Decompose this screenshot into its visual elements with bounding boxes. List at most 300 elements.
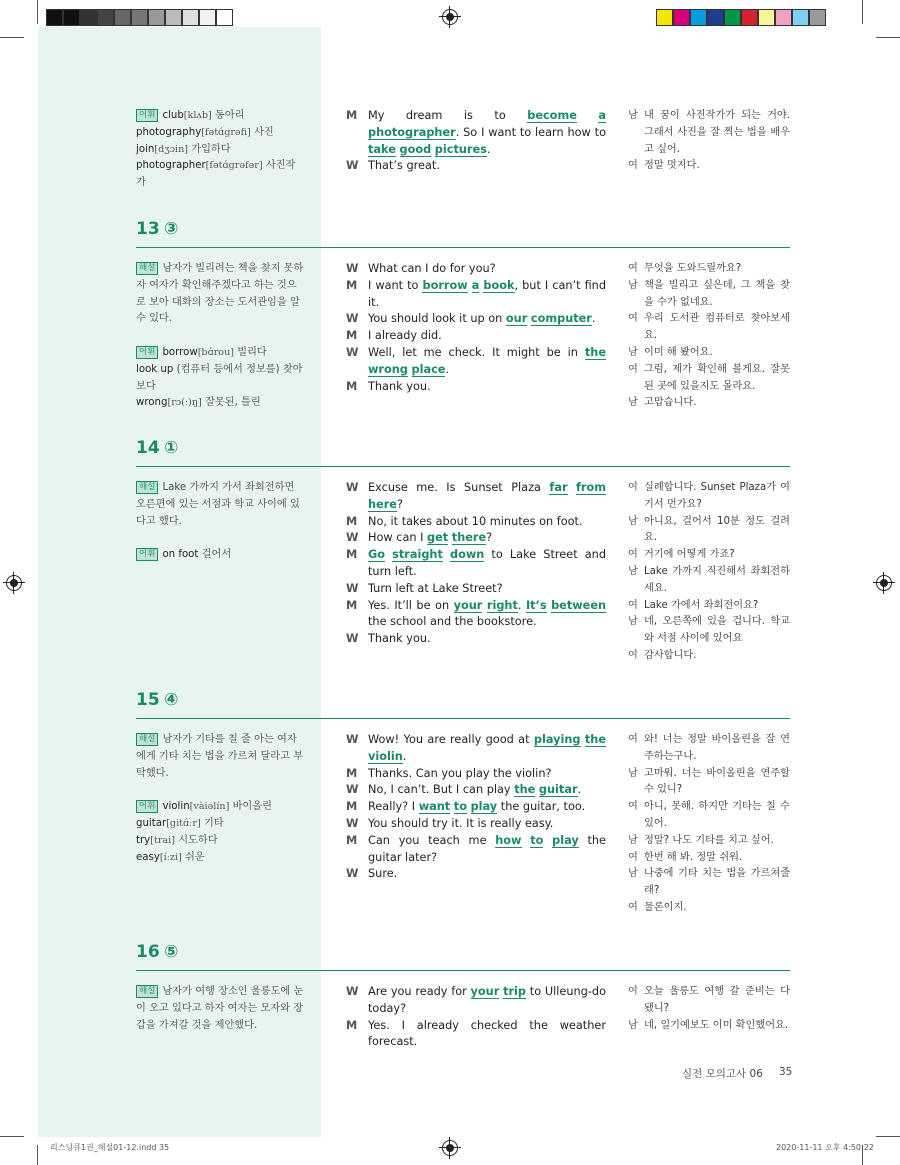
answer-choice: ⑤ bbox=[164, 942, 179, 962]
speaker-label: 여 bbox=[628, 263, 638, 274]
blank-answer: a bbox=[471, 278, 480, 292]
dialog-text: Sure. bbox=[368, 867, 398, 881]
speaker-label: W bbox=[346, 481, 359, 494]
blank-answer: the bbox=[584, 733, 606, 746]
dialog-line bbox=[346, 158, 606, 175]
speaker-label: W bbox=[346, 783, 359, 797]
speaker-label: W bbox=[346, 159, 359, 173]
dialog-line bbox=[346, 311, 606, 328]
dialog-text: I already did. bbox=[368, 329, 442, 343]
color-swatch bbox=[792, 9, 809, 26]
dialog-line bbox=[346, 799, 606, 816]
blank-answer: a bbox=[598, 109, 606, 122]
vocab-word: try bbox=[136, 834, 151, 846]
translation-line bbox=[628, 261, 790, 278]
vocab-entry bbox=[136, 362, 304, 396]
translation-column bbox=[628, 261, 790, 412]
speaker-label: M bbox=[346, 548, 358, 562]
speaker-label: 여 bbox=[628, 363, 638, 375]
spacer bbox=[136, 328, 304, 345]
blank-answer: between bbox=[551, 598, 607, 612]
gray-swatch bbox=[46, 9, 63, 26]
translation-line bbox=[628, 158, 790, 175]
speaker-label: W bbox=[346, 867, 359, 881]
vocab-meaning: 사진 bbox=[254, 126, 274, 138]
dialog-line bbox=[346, 108, 606, 158]
vocab-pronunciation: [fətɑ́grəfər] bbox=[205, 160, 263, 172]
vocab-tag: 어휘 bbox=[136, 548, 158, 561]
dialog-line bbox=[346, 866, 606, 883]
vocab-tag: 어휘 bbox=[136, 800, 158, 813]
dialog-line bbox=[346, 530, 606, 547]
blank-answer: playing bbox=[533, 733, 581, 746]
color-swatch bbox=[673, 9, 690, 26]
blank-answer: good bbox=[399, 142, 432, 156]
vocab-meaning: 걸어서 bbox=[201, 549, 232, 561]
explanation bbox=[136, 732, 304, 782]
gray-swatch bbox=[216, 9, 233, 26]
vocab-meaning: 가입하다 bbox=[191, 143, 231, 155]
translation-line bbox=[628, 984, 790, 1018]
blank-answer: our bbox=[505, 312, 528, 326]
vocab-word: photography bbox=[136, 126, 202, 138]
registration-mark-left bbox=[6, 575, 22, 591]
blank-answer: want bbox=[418, 800, 451, 814]
blank-answer: how bbox=[495, 833, 522, 847]
vocab-word: wrong bbox=[136, 397, 168, 409]
blank-answer: place bbox=[411, 362, 446, 376]
translation-line bbox=[628, 547, 790, 564]
blank-answer: photographer bbox=[368, 125, 456, 139]
notes-column bbox=[136, 732, 304, 866]
translation-line bbox=[628, 311, 790, 345]
speaker-label: W bbox=[346, 581, 359, 595]
crop-mark bbox=[876, 37, 900, 38]
vocab-meaning: 빌리다 bbox=[237, 346, 267, 358]
speaker-label: W bbox=[346, 632, 359, 646]
top-dialog bbox=[346, 108, 606, 175]
blank-answer: your bbox=[470, 985, 500, 998]
blank-answer: wrong bbox=[368, 362, 408, 376]
question-number: 13 bbox=[136, 219, 160, 239]
blank-answer: straight bbox=[392, 548, 443, 562]
color-swatch bbox=[656, 9, 673, 26]
notes-column bbox=[136, 480, 304, 564]
translation-line bbox=[628, 514, 790, 548]
spacer bbox=[136, 782, 304, 799]
vocab-pronunciation: [íːzi] bbox=[159, 851, 182, 863]
dialog-text: How can I get there? bbox=[368, 531, 493, 545]
translation-text: 무엇을 도와드릴까요? bbox=[644, 263, 742, 274]
blank-answer: there bbox=[451, 531, 487, 545]
vocab-meaning: (컴퓨터 등에서 정보를) 찾아보다 bbox=[136, 363, 303, 392]
spacer bbox=[136, 530, 304, 547]
explanation-tag: 해설 bbox=[136, 985, 158, 998]
section-header bbox=[136, 690, 790, 719]
explanation-text: 남자가 빌리려는 책을 찾지 못하자 여자가 확인해주겠다고 하는 것으로 보아 대화의 장소는 도서관임을 알 수 있다. bbox=[136, 263, 304, 325]
dialog-column bbox=[346, 480, 606, 648]
top-vocab bbox=[136, 108, 304, 192]
dialog-text: Thank you. bbox=[368, 379, 431, 393]
speaker-label: 여 bbox=[628, 801, 638, 813]
crop-mark bbox=[37, 1145, 38, 1165]
vocab-word: look up bbox=[136, 363, 174, 375]
vocab-pronunciation: [fətɑ́grəfi] bbox=[201, 126, 251, 138]
color-swatch bbox=[690, 9, 707, 26]
translation-line bbox=[628, 108, 790, 158]
blank-answer: down bbox=[450, 548, 485, 562]
dialog-text: Really? I want to play the guitar, too. bbox=[368, 800, 586, 814]
dialog-text: Turn left at Lake Street? bbox=[368, 581, 503, 595]
vocab-meaning: 사진작가 bbox=[136, 160, 296, 189]
speaker-label: 여 bbox=[628, 901, 638, 913]
dialog-text: Can you teach me how to play the guitar later? bbox=[368, 833, 607, 864]
blank-answer: to bbox=[530, 833, 544, 847]
blank-answer: the bbox=[584, 345, 606, 359]
translation-text: 오늘 울릉도 여행 갈 준비는 다 됐니? bbox=[644, 986, 790, 1014]
top-translation bbox=[628, 108, 790, 175]
dialog-text: Are you ready for your trip to Ulleung-do today? bbox=[368, 985, 607, 1015]
translation-text: Lake 가까지 직진해서 좌회전하세요. bbox=[644, 565, 790, 594]
blank-answer: play bbox=[552, 833, 579, 847]
speaker-label: W bbox=[346, 985, 359, 998]
translation-text: 네, 일기예보도 이미 확인했어요. bbox=[644, 1019, 789, 1031]
explanation-text: 남자가 여행 장소인 울릉도에 눈이 오고 있다고 하자 여자는 모자와 장갑을 가져갈 것을 제안했다. bbox=[136, 986, 304, 1031]
vocab-meaning: 동아리 bbox=[214, 110, 245, 121]
translation-line bbox=[628, 1018, 790, 1035]
print-slug-timestamp: 2020-11-11 오후 4:50:22 bbox=[776, 1143, 874, 1152]
crop-mark bbox=[37, 0, 38, 24]
color-swatch bbox=[724, 9, 741, 26]
translation-line bbox=[628, 480, 790, 514]
color-swatch bbox=[809, 9, 826, 26]
speaker-label: 여 bbox=[628, 649, 638, 661]
dialog-text: Go straight down to Lake Street and turn left. bbox=[368, 548, 606, 578]
translation-text: 책을 빌리고 싶은데, 그 책을 찾을 수가 없네요. bbox=[644, 279, 790, 308]
dialog-text: Thanks. Can you play the violin? bbox=[368, 766, 552, 780]
translation-line bbox=[628, 866, 790, 900]
translation-text: 네, 오른쪽에 있을 겁니다. 학교와 서점 사이에 있어요 bbox=[644, 616, 790, 645]
question-number: 14 bbox=[136, 438, 160, 458]
dialog-text: Yes. I already checked the weather forecast. bbox=[368, 1018, 606, 1049]
translation-line bbox=[628, 598, 790, 615]
speaker-label: M bbox=[346, 800, 358, 814]
translation-text: 한번 해 봐. 정말 쉬워. bbox=[644, 851, 743, 863]
explanation bbox=[136, 480, 304, 530]
blank-answer: take bbox=[368, 142, 396, 156]
explanation-tag: 해설 bbox=[136, 262, 158, 275]
dialog-line bbox=[346, 782, 606, 799]
translation-line bbox=[628, 732, 790, 766]
vocab-entry bbox=[136, 395, 304, 412]
translation-line bbox=[628, 395, 790, 412]
vocab-entry bbox=[136, 799, 304, 816]
dialog-line bbox=[346, 631, 606, 648]
speaker-label: 여 bbox=[628, 313, 638, 325]
vocab-word: join bbox=[136, 143, 155, 155]
vocab-entry bbox=[136, 833, 304, 850]
vocab-entry bbox=[136, 125, 304, 142]
vocab-meaning: 기타 bbox=[203, 817, 224, 829]
registration-mark-right bbox=[876, 575, 892, 591]
speaker-label: 여 bbox=[628, 160, 638, 172]
vocab-pronunciation: [klʌb] bbox=[183, 110, 212, 121]
explanation-tag: 해설 bbox=[136, 733, 158, 746]
notes-column bbox=[136, 984, 304, 1034]
dialog-text: What can I do for you? bbox=[368, 262, 496, 275]
dialog-line bbox=[346, 328, 606, 345]
dialog-text: No, it takes about 10 minutes on foot. bbox=[368, 514, 583, 528]
translation-text: 정말 멋지다. bbox=[644, 160, 700, 172]
vocab-entry bbox=[136, 158, 304, 192]
translation-line bbox=[628, 799, 790, 833]
vocab-pronunciation: [gitɑ́ːr] bbox=[166, 817, 201, 829]
translation-text: 내 꿈이 사진작가가 되는 거야. 그래서 사진을 잘 찍는 법을 배우고 싶어. bbox=[644, 110, 790, 155]
print-slug-file: 리스닝큐1권_해설01-12.indd 35 bbox=[50, 1143, 170, 1152]
translation-text: Lake 가에서 좌회전이요? bbox=[644, 599, 759, 611]
dialog-line bbox=[346, 732, 606, 766]
blank-answer: It’s bbox=[525, 598, 547, 612]
vocab-meaning: 잘못된, 틀린 bbox=[205, 397, 261, 409]
gray-swatch bbox=[199, 9, 216, 26]
dialog-line bbox=[346, 766, 606, 783]
explanation-text: Lake 가까지 가서 좌회전하면 오른편에 있는 서점과 학교 사이에 있다고 했다. bbox=[136, 482, 300, 527]
dialog-text: I want to borrow a book, but I can’t find it. bbox=[368, 278, 607, 309]
gray-swatch bbox=[97, 9, 114, 26]
vocab-word: violin bbox=[162, 801, 190, 813]
gray-swatch bbox=[182, 9, 199, 26]
vocab-entry bbox=[136, 142, 304, 159]
translation-text: 거기에 어떻게 가죠? bbox=[644, 549, 735, 561]
color-swatch bbox=[775, 9, 792, 26]
vocab-pronunciation: [vàiəlín] bbox=[189, 801, 230, 813]
question-number: 16 bbox=[136, 942, 160, 962]
speaker-label: 여 bbox=[628, 599, 638, 611]
question-number: 15 bbox=[136, 690, 160, 710]
answer-choice: ③ bbox=[164, 219, 179, 239]
translation-line bbox=[628, 564, 790, 598]
translation-line bbox=[628, 900, 790, 917]
vocab-word: guitar bbox=[136, 817, 167, 829]
dialog-line bbox=[346, 833, 606, 867]
crop-mark bbox=[0, 37, 24, 38]
section-header bbox=[136, 438, 790, 467]
vocab-pronunciation: [bɑ́rou] bbox=[197, 346, 234, 358]
gray-swatch bbox=[63, 9, 80, 26]
translation-text: 우리 도서관 컴퓨터로 찾아보세요. bbox=[644, 313, 790, 342]
speaker-label: M bbox=[346, 833, 358, 847]
speaker-label: W bbox=[346, 816, 359, 830]
speaker-label: M bbox=[346, 766, 358, 780]
speaker-label: 남 bbox=[628, 110, 638, 121]
speaker-label: 남 bbox=[628, 515, 638, 527]
dialog-text: Excuse me. Is Sunset Plaza far from here? bbox=[368, 481, 607, 511]
vocab-meaning: 바이올린 bbox=[232, 801, 272, 813]
dialog-text: My dream is to become a photographer. So I want to learn how to take good pictures. bbox=[368, 109, 606, 156]
vocab-entry bbox=[136, 108, 304, 125]
vocab-word: club bbox=[162, 110, 184, 121]
blank-answer: guitar bbox=[538, 783, 578, 797]
explanation-text: 남자가 기타를 칠 줄 아는 여자에게 기타 치는 법을 가르쳐 달라고 부탁했다. bbox=[136, 734, 304, 779]
dialog-line bbox=[346, 379, 606, 396]
translation-column bbox=[628, 732, 790, 917]
blank-answer: borrow bbox=[422, 278, 468, 292]
speaker-label: 여 bbox=[628, 734, 638, 745]
answer-choice: ④ bbox=[164, 690, 179, 710]
dialog-text: Thank you. bbox=[368, 632, 431, 646]
vocab-entry bbox=[136, 850, 304, 867]
color-swatch bbox=[758, 9, 775, 26]
translation-text: 고마워. 너는 바이올린을 연주할 수 있니? bbox=[644, 767, 790, 796]
translation-text: 감사합니다. bbox=[644, 649, 697, 661]
dialog-text: Yes. It’ll be on your right. It’s between the school and the bookstore. bbox=[368, 598, 607, 629]
speaker-label: 남 bbox=[628, 1019, 638, 1031]
translation-text: 실례합니다. Sunset Plaza가 여기서 먼가요? bbox=[644, 482, 790, 510]
speaker-label: W bbox=[346, 345, 359, 359]
dialog-line bbox=[346, 278, 606, 312]
crop-mark bbox=[862, 0, 863, 24]
translation-text: 물론이지. bbox=[644, 901, 687, 913]
vocab-word: borrow bbox=[162, 346, 198, 358]
explanation bbox=[136, 261, 304, 328]
vocab-pronunciation: [trai] bbox=[150, 834, 175, 846]
speaker-label: 남 bbox=[628, 767, 638, 779]
dialog-text: Well, let me check. It might be in the wrong place. bbox=[368, 345, 606, 376]
dialog-line bbox=[346, 514, 606, 531]
dialog-line bbox=[346, 581, 606, 598]
blank-answer: pictures bbox=[434, 142, 487, 156]
speaker-label: 남 bbox=[628, 565, 638, 577]
translation-text: 아니, 못해. 하지만 기타는 칠 수 있어. bbox=[644, 801, 790, 829]
speaker-label: 남 bbox=[628, 279, 638, 291]
gray-swatch bbox=[148, 9, 165, 26]
process-color-bar bbox=[656, 9, 826, 26]
answer-choice: ① bbox=[164, 438, 179, 458]
translation-line bbox=[628, 345, 790, 362]
dialog-column bbox=[346, 732, 606, 883]
dialog-line bbox=[346, 547, 606, 581]
blank-answer: to bbox=[453, 800, 467, 814]
blank-answer: play bbox=[470, 800, 498, 814]
section-header bbox=[136, 219, 790, 248]
speaker-label: M bbox=[346, 278, 358, 292]
speaker-label: W bbox=[346, 262, 359, 275]
translation-line bbox=[628, 766, 790, 800]
blank-answer: get bbox=[427, 531, 449, 545]
speaker-label: M bbox=[346, 1018, 358, 1032]
vocab-tag: 어휘 bbox=[136, 346, 158, 359]
speaker-label: 여 bbox=[628, 482, 638, 493]
vocab-pronunciation: [dʒɔin] bbox=[154, 143, 189, 155]
translation-text: 나중에 기타 치는 법을 가르쳐줄래? bbox=[644, 868, 790, 897]
grayscale-color-bar bbox=[46, 9, 233, 26]
speaker-label: M bbox=[346, 598, 358, 612]
vocab-word: easy bbox=[136, 851, 160, 863]
explanation bbox=[136, 984, 304, 1034]
vocab-pronunciation: [rɔ(ː)ŋ] bbox=[167, 397, 202, 409]
blank-answer: become bbox=[527, 109, 577, 122]
translation-text: 정말? 나도 기타를 치고 싶어. bbox=[644, 834, 774, 846]
dialog-line bbox=[346, 598, 606, 632]
translation-line bbox=[628, 833, 790, 850]
blank-answer: right bbox=[486, 598, 518, 612]
speaker-label: 남 bbox=[628, 397, 638, 409]
translation-column bbox=[628, 984, 790, 1034]
speaker-label: 남 bbox=[628, 868, 638, 880]
vocab-word: photographer bbox=[136, 160, 206, 172]
blank-answer: here bbox=[368, 497, 397, 511]
blank-answer: book bbox=[483, 278, 515, 292]
gray-swatch bbox=[114, 9, 131, 26]
dialog-line bbox=[346, 480, 606, 514]
speaker-label: W bbox=[346, 733, 359, 746]
explanation-tag: 해설 bbox=[136, 481, 158, 494]
blank-answer: the bbox=[514, 783, 536, 797]
dialog-text: You should look it up on our computer. bbox=[368, 312, 596, 326]
dialog-line bbox=[346, 261, 606, 278]
speaker-label: M bbox=[346, 329, 358, 343]
dialog-column bbox=[346, 261, 606, 395]
gray-swatch bbox=[131, 9, 148, 26]
color-swatch bbox=[741, 9, 758, 26]
speaker-label: 남 bbox=[628, 834, 638, 846]
dialog-line bbox=[346, 1018, 606, 1052]
speaker-label: W bbox=[346, 531, 359, 545]
section-header bbox=[136, 942, 790, 971]
blank-answer: far bbox=[549, 481, 568, 494]
translation-text: 그럼, 제가 확인해 볼게요. 잘못된 곳에 있을지도 몰라요. bbox=[644, 363, 790, 392]
dialog-text: No, I can’t. But I can play the guitar. bbox=[368, 783, 582, 797]
speaker-label: 남 bbox=[628, 616, 638, 628]
translation-line bbox=[628, 614, 790, 648]
translation-line bbox=[628, 362, 790, 396]
vocab-entry bbox=[136, 547, 304, 564]
vocab-word: on foot bbox=[162, 549, 199, 561]
gray-swatch bbox=[165, 9, 182, 26]
translation-text: 고맙습니다. bbox=[644, 397, 697, 409]
notes-column bbox=[136, 261, 304, 412]
dialog-text: You should try it. It is really easy. bbox=[368, 816, 554, 830]
crop-mark bbox=[876, 1136, 900, 1137]
speaker-label: 남 bbox=[628, 346, 638, 358]
speaker-label: W bbox=[346, 312, 359, 326]
page-number: 35 bbox=[779, 1066, 793, 1078]
color-swatch bbox=[707, 9, 724, 26]
dialog-line bbox=[346, 345, 606, 379]
blank-answer: Go bbox=[368, 548, 386, 562]
dialog-column bbox=[346, 984, 606, 1051]
registration-mark-bottom bbox=[442, 1140, 458, 1156]
blank-answer: from bbox=[575, 481, 607, 494]
vocab-meaning: 쉬운 bbox=[185, 851, 205, 863]
vocab-entry bbox=[136, 345, 304, 362]
translation-line bbox=[628, 278, 790, 312]
translation-line bbox=[628, 648, 790, 665]
vocab-entry bbox=[136, 816, 304, 833]
gray-swatch bbox=[80, 9, 97, 26]
crop-mark bbox=[0, 1136, 24, 1137]
translation-text: 이미 해 봤어요. bbox=[644, 346, 713, 358]
dialog-text: That’s great. bbox=[368, 159, 440, 173]
speaker-label: 여 bbox=[628, 851, 638, 863]
speaker-label: 여 bbox=[628, 549, 638, 561]
registration-mark-top bbox=[442, 9, 458, 25]
blank-answer: trip bbox=[503, 985, 526, 998]
speaker-label: M bbox=[346, 514, 358, 528]
vocab-meaning: 시도하다 bbox=[178, 834, 218, 846]
speaker-label: M bbox=[346, 109, 358, 122]
translation-text: 아니요, 걸어서 10분 정도 걸려요. bbox=[644, 515, 790, 544]
